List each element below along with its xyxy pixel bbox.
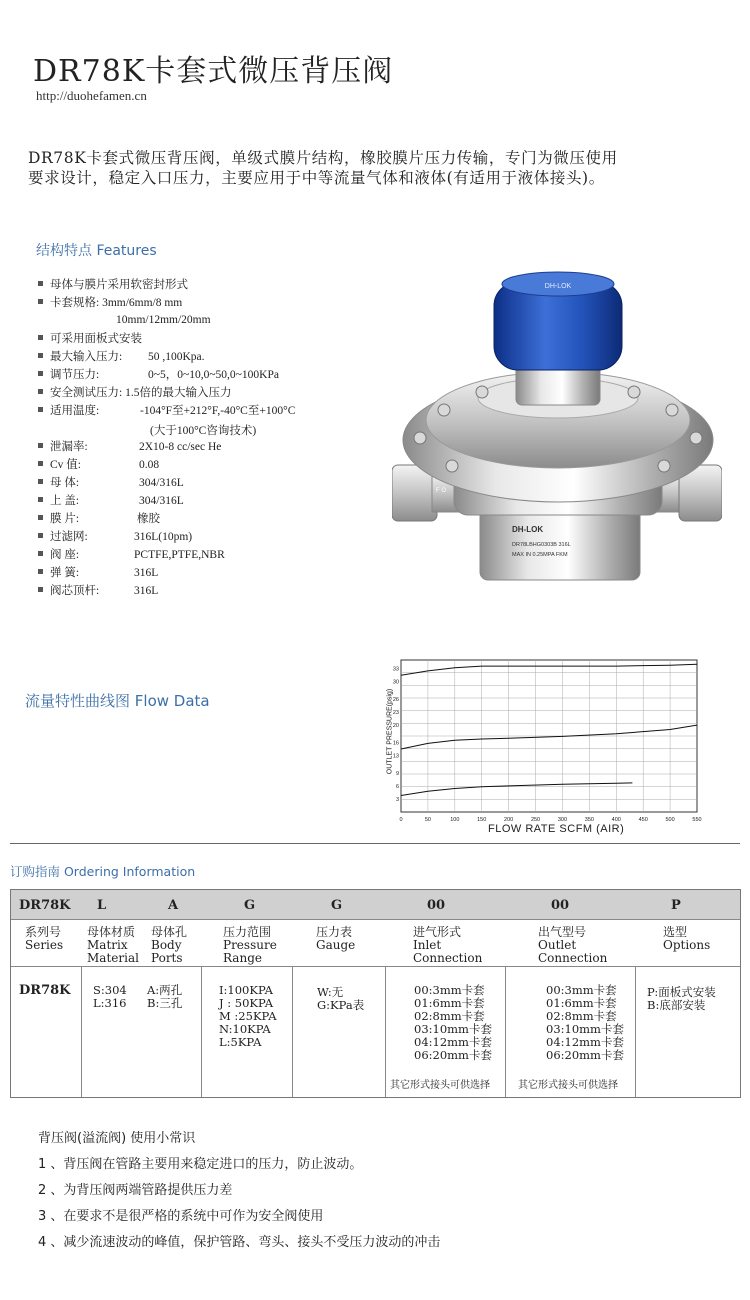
feature-value: 304/316L	[139, 477, 184, 489]
series-line-1	[401, 664, 697, 675]
column-divider	[505, 967, 506, 1097]
bullet-icon	[38, 389, 43, 394]
intro-line-1: DR78K卡套式微压背压阀，单级式膜片结构，橡胶膜片压力传输，专门为微压使用	[28, 149, 618, 167]
subhead-line: Range	[223, 951, 262, 965]
outlet-note: 其它形式接头可供选择	[518, 1080, 618, 1091]
body-model-text: DR78LBHG0303B 316L	[512, 542, 571, 548]
option-line: S:304	[93, 983, 127, 997]
material-options	[93, 984, 127, 1010]
bullet-icon	[38, 587, 43, 592]
option-line: 06:20mm卡套	[546, 1048, 624, 1062]
tip-item: 2 、为背压阀两端管路提供压力差	[38, 1183, 233, 1198]
y-tick-label: 30	[392, 679, 399, 686]
feature-label: 上 盖:	[50, 495, 80, 507]
option-line: N:10KPA	[219, 1022, 271, 1036]
feature-value: 316L	[134, 567, 159, 579]
y-tick-label: 3	[395, 796, 399, 803]
x-tick-label: 550	[692, 817, 702, 822]
series-line-2	[401, 725, 697, 749]
bullet-icon	[38, 569, 43, 574]
y-tick-label: 26	[392, 697, 399, 704]
feature-value: 316L	[134, 585, 159, 597]
feature-label: 调节压力:	[50, 369, 100, 381]
column-divider	[81, 967, 82, 1097]
option-line: W:无	[317, 985, 344, 999]
option-line: 01:6mm卡套	[414, 996, 485, 1010]
y-tick-label: 33	[392, 666, 399, 673]
column-divider	[201, 967, 202, 1097]
feature-label: 阀 座:	[50, 549, 80, 561]
feature-label: Cv 值:	[50, 459, 81, 471]
column-divider	[292, 967, 293, 1097]
x-tick-label: 0	[399, 817, 403, 822]
y-tick-label: 16	[392, 740, 399, 747]
order-subhead-3	[223, 926, 277, 965]
subhead-line: Gauge	[316, 938, 356, 952]
tip-item: 3 、在要求不是很严格的系统中可作为安全阀使用	[38, 1209, 324, 1224]
order-subhead-7	[663, 926, 710, 952]
feature-value: -104°F至+212°F,-40°C至+100°C	[140, 405, 296, 417]
feature-label: 安全测试压力: 1.5倍的最大输入压力	[50, 387, 232, 399]
order-code-4: G	[331, 898, 343, 913]
y-tick-label: 6	[395, 783, 399, 790]
option-line: I:100KPA	[219, 983, 273, 997]
feature-item	[38, 332, 142, 346]
feature-value: PCTFE,PTFE,NBR	[134, 549, 225, 561]
feature-continuation: 10mm/12mm/20mm	[116, 314, 211, 326]
subhead-line: 母体材质	[87, 925, 136, 939]
order-code-3: G	[244, 898, 256, 913]
feature-label: 膜 片:	[50, 513, 80, 525]
order-code-1: L	[97, 898, 107, 913]
option-line: 04:12mm卡套	[414, 1035, 492, 1049]
valve-product-image	[392, 270, 722, 590]
subhead-line: Matrix	[87, 938, 128, 952]
order-subhead-2	[151, 926, 187, 965]
feature-label: 过滤网:	[50, 531, 88, 543]
bullet-icon	[38, 515, 43, 520]
pressure-options	[219, 984, 277, 1049]
flow-data-title: 流量特性曲线图 Flow Data	[25, 692, 210, 710]
feature-item	[38, 566, 159, 580]
column-divider	[385, 967, 386, 1097]
chart-series	[401, 664, 697, 795]
x-tick-label: 300	[557, 817, 568, 822]
option-line: P:面板式安装	[647, 985, 716, 999]
feature-label: 弹 簧:	[50, 567, 80, 579]
bullet-icon	[38, 479, 43, 484]
ordering-subhead-separator	[11, 966, 740, 967]
feature-item	[38, 512, 160, 526]
feature-label: 母体与膜片采用软密封形式	[50, 279, 188, 291]
x-tick-label: 400	[611, 817, 621, 822]
order-code-0: DR78K	[19, 898, 71, 913]
bullet-icon	[38, 353, 43, 358]
feature-item	[38, 386, 231, 400]
option-line: B:三孔	[147, 996, 183, 1010]
port-options	[147, 984, 182, 1010]
y-tick-label: 9	[395, 770, 399, 777]
option-line: L:316	[93, 996, 127, 1010]
feature-label: 泄漏率:	[50, 441, 88, 453]
bullet-icon	[38, 281, 43, 286]
subhead-line: Outlet	[538, 938, 577, 952]
feature-value: 316L(10pm)	[134, 531, 193, 543]
gauge-options	[317, 986, 364, 1012]
ordering-code-row	[11, 890, 740, 920]
subhead-line: 压力表	[316, 925, 353, 939]
feature-value: 0~5，0~10,0~50,0~100KPa	[148, 369, 279, 381]
feature-item	[38, 368, 279, 382]
option-line: 00:3mm卡套	[546, 983, 617, 997]
option-line: G:KPa表	[317, 998, 365, 1012]
feature-label: 适用温度:	[50, 405, 100, 417]
bullet-icon	[38, 443, 43, 448]
bullet-icon	[38, 407, 43, 412]
subhead-line: Pressure	[223, 938, 277, 952]
feature-label: 可采用面板式安装	[50, 333, 142, 345]
series-value: DR78K	[19, 983, 71, 998]
order-subhead-5	[413, 926, 482, 965]
feature-value: 0.08	[139, 459, 160, 471]
feature-label: 母 体:	[50, 477, 80, 489]
order-code-5: 00	[427, 898, 446, 913]
x-tick-label: 150	[477, 817, 487, 822]
bullet-icon	[38, 299, 43, 304]
tip-item: 4 、减少流速波动的峰值，保护管路、弯头、接头不受压力波动的冲击	[38, 1235, 441, 1250]
chart-y-axis-label: OUTLET PRESSURE(psig)	[386, 688, 394, 775]
feature-label: 阀芯顶杆:	[50, 585, 100, 597]
column-divider	[635, 967, 636, 1097]
option-line: 01:6mm卡套	[546, 996, 617, 1010]
subhead-line: 进气形式	[413, 925, 462, 939]
x-tick-label: 350	[584, 817, 594, 822]
order-code-6: 00	[551, 898, 570, 913]
feature-label: 最大输入压力:	[50, 351, 123, 363]
chart-y-ticks	[393, 667, 399, 803]
subhead-line: Options	[663, 938, 711, 952]
body-pressure-text: MAX IN 0.25MPA FKM	[512, 552, 568, 558]
outlet-options	[546, 984, 624, 1062]
flow-chart	[380, 652, 710, 822]
subhead-line: 压力范围	[223, 925, 272, 939]
order-code-2: A	[168, 898, 179, 913]
y-tick-label: 23	[392, 710, 399, 717]
order-subhead-6	[538, 926, 607, 965]
feature-item	[38, 584, 159, 598]
chart-x-ticks	[399, 817, 701, 822]
bullet-icon	[38, 533, 43, 538]
ordering-title: 订购指南 Ordering Information	[10, 864, 196, 879]
feature-item	[38, 530, 193, 544]
order-subhead-0	[25, 926, 63, 952]
site-url[interactable]: http://duohefamen.cn	[36, 88, 147, 103]
features-title: 结构特点 Features	[36, 243, 157, 259]
subhead-line: 选型	[663, 925, 688, 939]
bullet-icon	[38, 335, 43, 340]
bullet-icon	[38, 497, 43, 502]
order-subhead-4	[316, 926, 355, 952]
feature-continuation: (大于100°C咨询技术)	[150, 425, 257, 437]
body-brand-text: DH-LOK	[512, 525, 544, 534]
order-code-7: P	[671, 898, 681, 913]
bullet-icon	[38, 551, 43, 556]
feature-value: 50 ,100Kpa.	[148, 351, 205, 363]
inlet-options	[414, 984, 492, 1062]
ordering-table	[10, 889, 741, 1098]
option-line: B:底部安装	[647, 998, 706, 1012]
subhead-line: 母体孔	[151, 925, 188, 939]
feature-item	[38, 350, 205, 364]
order-subhead-1	[87, 926, 139, 965]
subhead-line: Body	[151, 938, 182, 952]
subhead-line: Connection	[538, 951, 608, 965]
page-title: DR78K卡套式微压背压阀	[33, 54, 394, 89]
option-line: A:两孔	[147, 983, 183, 997]
option-line: M :25KPA	[219, 1009, 277, 1023]
subhead-line: Ports	[151, 951, 183, 965]
feature-item	[38, 458, 160, 472]
series-line-3	[401, 783, 632, 796]
feature-item	[38, 278, 188, 292]
option-line: 00:3mm卡套	[414, 983, 485, 997]
tips-heading: 背压阀(溢流阀) 使用小常识	[38, 1131, 196, 1146]
option-line: J : 50KPA	[219, 996, 274, 1010]
y-tick-label: 20	[392, 723, 399, 730]
intro-line-2: 要求设计，稳定入口压力，主要应用于中等流量气体和液体(有适用于液体接头)。	[28, 169, 605, 187]
x-tick-label: 100	[450, 817, 460, 822]
x-tick-label: 500	[665, 817, 675, 822]
option-line: 06:20mm卡套	[414, 1048, 492, 1062]
feature-item	[38, 296, 182, 310]
subhead-line: Inlet	[413, 938, 442, 952]
knob-brand-text: DH-LOK	[544, 283, 572, 290]
option-line: 04:12mm卡套	[546, 1035, 624, 1049]
option-line: 02:8mm卡套	[546, 1009, 617, 1023]
tip-item: 1 、背压阀在管路主要用来稳定进口的压力，防止波动。	[38, 1157, 363, 1172]
subhead-line: 系列号	[25, 925, 62, 939]
chart-x-axis-label: FLOW RATE SCFM (AIR)	[488, 823, 625, 835]
feature-label: 卡套规格: 3mm/6mm/8 mm	[50, 297, 183, 309]
flow-mark-text: F O	[436, 488, 446, 494]
subhead-line: Connection	[413, 951, 483, 965]
feature-value: 304/316L	[139, 495, 184, 507]
section-divider	[10, 843, 740, 844]
feature-item	[38, 476, 184, 490]
mount-options	[647, 986, 716, 1012]
x-tick-label: 450	[638, 817, 648, 822]
y-tick-label: 13	[392, 753, 399, 760]
subhead-line: 出气型号	[538, 925, 587, 939]
x-tick-label: 250	[530, 817, 541, 822]
x-tick-label: 50	[424, 817, 431, 822]
option-line: L:5KPA	[219, 1035, 262, 1049]
inlet-note: 其它形式接头可供选择	[390, 1080, 490, 1091]
feature-item	[38, 440, 222, 454]
feature-item	[38, 404, 296, 418]
bullet-icon	[38, 371, 43, 376]
bullet-icon	[38, 461, 43, 466]
x-tick-label: 200	[504, 817, 514, 822]
option-line: 03:10mm卡套	[414, 1022, 492, 1036]
feature-item	[38, 548, 225, 562]
subhead-line: Series	[25, 938, 64, 952]
feature-value: 2X10-8 cc/sec He	[139, 441, 222, 453]
option-line: 03:10mm卡套	[546, 1022, 624, 1036]
subhead-line: Material	[87, 951, 139, 965]
option-line: 02:8mm卡套	[414, 1009, 485, 1023]
feature-item	[38, 494, 184, 508]
feature-value: 橡胶	[137, 513, 160, 525]
